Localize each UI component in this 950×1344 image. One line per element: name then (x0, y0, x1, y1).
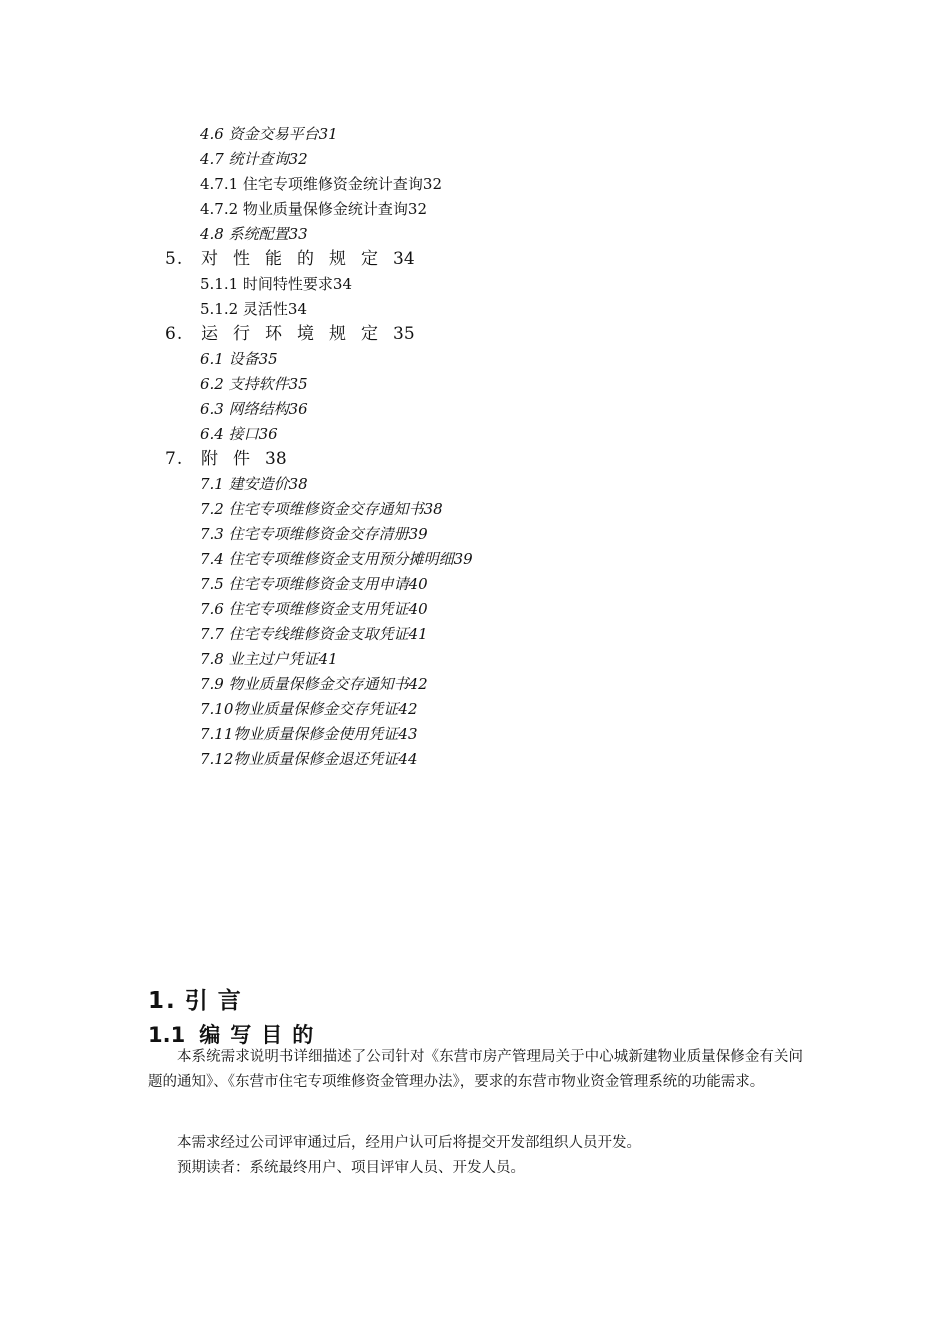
toc-entry[interactable]: 5.1.2 灵活性34 (200, 300, 308, 318)
subsection-number: 1.1 (148, 1023, 186, 1047)
toc-chapter-entry[interactable] (165, 449, 287, 469)
section-title: 引言 (184, 988, 251, 1014)
toc-chapter-number: 7. (165, 449, 184, 469)
toc-entry[interactable]: 6.3 网络结构36 (200, 400, 308, 418)
toc-entry[interactable]: 7.6 住宅专项维修资金支用凭证40 (200, 600, 428, 618)
section-number: 1. (148, 988, 177, 1014)
toc-entry[interactable]: 7.10物业质量保修金交存凭证42 (200, 700, 418, 718)
toc-entry[interactable]: 7.7 住宅专线维修资金支取凭证41 (200, 625, 428, 643)
toc-entry[interactable]: 5.1.1 时间特性要求34 (200, 275, 353, 293)
toc-entry[interactable]: 7.3 住宅专项维修资金交存清册39 (200, 525, 428, 543)
toc-chapter-number: 6. (165, 324, 184, 344)
toc-entry[interactable]: 4.6 资金交易平台31 (200, 125, 338, 143)
toc-entry[interactable]: 4.8 系统配置33 (200, 225, 308, 243)
toc-entry[interactable]: 7.5 住宅专项维修资金支用申请40 (200, 575, 428, 593)
toc-entry[interactable]: 6.4 接口36 (200, 425, 278, 443)
toc-entry[interactable]: 6.2 支持软件35 (200, 375, 308, 393)
toc-entry[interactable]: 4.7.1 住宅专项维修资金统计查询32 (200, 175, 443, 193)
toc-chapter-page: 35 (393, 324, 415, 344)
toc-entry[interactable]: 7.4 住宅专项维修资金支用预分摊明细39 (200, 550, 473, 568)
body-paragraph: 预期读者：系统最终用户、项目评审人员、开发人员。 (177, 1160, 525, 1176)
toc-chapter-title: 运行环境规定 (201, 324, 393, 344)
body-paragraph: 本系统需求说明书详细描述了公司针对《东营市房产管理局关于中心城新建物业质量保修金有关问题的通知》、《东营市住宅专项维修资金管理办法》，要求的东营市物业资金管理系统的功能需求。 (148, 1049, 803, 1090)
toc-entry[interactable]: 7.2 住宅专项维修资金交存通知书38 (200, 500, 443, 518)
toc-chapter-title: 附件 (201, 449, 265, 469)
toc-chapter-page: 34 (393, 249, 415, 269)
toc-chapter-title: 对性能的规定 (201, 249, 393, 269)
toc-entry[interactable]: 7.8 业主过户凭证41 (200, 650, 338, 668)
section-heading (148, 982, 251, 1015)
toc-entry[interactable]: 7.11物业质量保修金使用凭证43 (200, 725, 418, 743)
subsection-title: 编写目的 (199, 1023, 324, 1047)
toc-chapter-page: 38 (265, 449, 287, 469)
toc-entry[interactable]: 6.1 设备35 (200, 350, 278, 368)
toc-chapter-number: 5. (165, 249, 184, 269)
toc-entry[interactable]: 7.1 建安造价38 (200, 475, 308, 493)
toc-chapter-entry[interactable] (165, 324, 415, 344)
toc-chapter-entry[interactable] (165, 249, 415, 269)
body-paragraph: 本需求经过公司评审通过后，经用户认可后将提交开发部组织人员开发。 (177, 1135, 641, 1151)
toc-entry[interactable]: 4.7.2 物业质量保修金统计查询32 (200, 200, 428, 218)
toc-entry[interactable]: 4.7 统计查询32 (200, 150, 308, 168)
toc-entry[interactable]: 7.9 物业质量保修金交存通知书42 (200, 675, 428, 693)
toc-entry[interactable]: 7.12物业质量保修金退还凭证44 (200, 750, 418, 768)
